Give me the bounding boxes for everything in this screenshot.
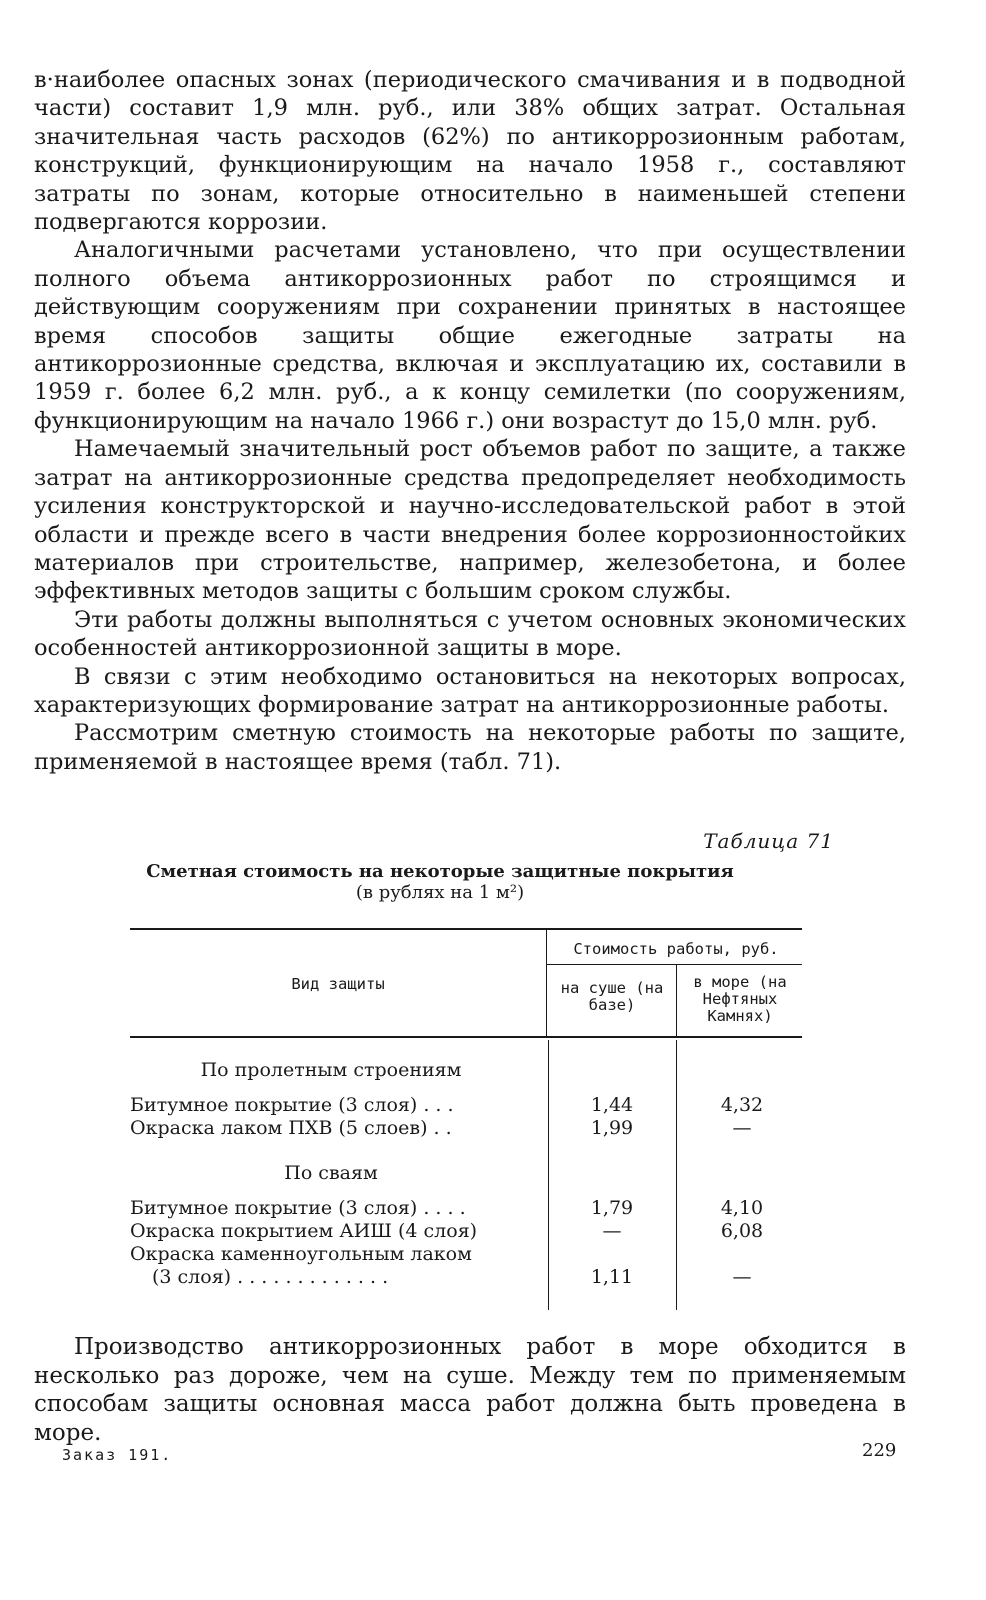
value-land: 1,44 — [590, 1094, 634, 1116]
row-label: Окраска покрытием АИШ (4 слоя) — [130, 1220, 478, 1242]
paragraph: В связи с этим необходимо остановиться на некоторых вопросах, характеризующих формирование затрат на антикоррозионные работы. — [34, 663, 906, 718]
header-col-sea: в море (на Нефтяных Камнях) — [693, 973, 787, 1025]
paragraph: Эти работы должны выполняться с учетом основных экономических особенностей антикоррозионной защиты в море. — [34, 606, 906, 662]
value-land: 1,99 — [590, 1117, 634, 1139]
body-text-top — [34, 66, 906, 776]
value-land: 1,79 — [590, 1197, 634, 1219]
row-label: Окраска лаком ПХВ (5 слоев) . . — [130, 1117, 452, 1139]
section-title: По пролетным строениям — [200, 1059, 462, 1081]
column-divider — [676, 1040, 677, 1310]
header-group-rule — [546, 964, 802, 965]
row-label: Битумное покрытие (3 слоя) . . . . — [130, 1197, 466, 1219]
paragraph: Рассмотрим сметную стоимость на некоторые работы по защите, применяемой в настоящее время (табл. 71). — [34, 720, 906, 775]
column-divider — [546, 928, 547, 1036]
paragraph: в·наиболее опасных зонах (периодического смачивания и в подводной части) составит 1,9 млн. руб., или 38% общих затрат. Остальная значительная часть расходов (62%) по антикоррозионным работам, конструкций, функционирующим на начало 1958 г., составляют затраты по зонам, которые относительно в наименьшей степени подвергаются коррозии. — [34, 67, 906, 236]
section-title: По сваям — [284, 1162, 378, 1184]
column-divider — [676, 964, 677, 1036]
page-number: 229 — [862, 1440, 897, 1461]
paragraph: Намечаемый значительный рост объемов работ по защите, а также затрат на антикоррозионные средства предопределяет необходимость усиления конструкторской и научно-исследовательской работ в этой области и прежде всего в части внедрения более коррозионностойких материалов при строительстве, например, железобетона, и более эффективных методов защиты с большим сроком службы. — [34, 436, 906, 605]
table-unit: (в рублях на 1 м²) — [355, 882, 525, 903]
body-text-bottom — [34, 1333, 906, 1447]
table-caption — [34, 829, 906, 903]
value-land: 1,11 — [590, 1266, 634, 1288]
paragraph: Аналогичными расчетами установлено, что при осуществлении полного объема антикоррозионных работ по строящимся и действующим сооружениям при сохранении принятых в настоящее время способов защиты общие ежегодные затраты на антикоррозионные средства, включая и эксплуатацию их, составили в 1959 г. более 6,2 млн. руб., а к концу семилетки (по сооружениям, функционирующим на начало 1966 г.) они возрастут до 15,0 млн. руб. — [34, 237, 906, 434]
value-land: — — [602, 1220, 622, 1242]
header-col-land: на суше (на базе) — [560, 979, 664, 1014]
row-label: (3 слоя) . . . . . . . . . . . . . — [152, 1266, 389, 1288]
row-label: Окраска каменноугольным лаком — [130, 1243, 472, 1265]
header-col-protection: Вид защиты — [291, 975, 385, 993]
row-label: Битумное покрытие (3 слоя) . . . — [130, 1094, 454, 1116]
print-order-note: Заказ 191. — [62, 1446, 173, 1464]
value-sea: — — [732, 1117, 752, 1139]
value-sea: 4,32 — [720, 1094, 764, 1116]
value-sea: 6,08 — [720, 1220, 764, 1242]
table-title: Сметная стоимость на некоторые защитные покрытия — [146, 861, 734, 882]
value-sea: 4,10 — [720, 1197, 764, 1219]
table-label: Таблица 71 — [703, 829, 834, 853]
table-top-rule — [130, 928, 802, 930]
table-header-rule — [130, 1036, 802, 1038]
value-sea: — — [732, 1266, 752, 1288]
header-group-cost: Стоимость работы, руб. — [573, 940, 779, 958]
paragraph: Производство антикоррозионных работ в море обходится в несколько раз дороже, чем на суше. Между тем по применяемым способам защиты основная масса работ должна быть проведена в море. — [34, 1334, 906, 1446]
